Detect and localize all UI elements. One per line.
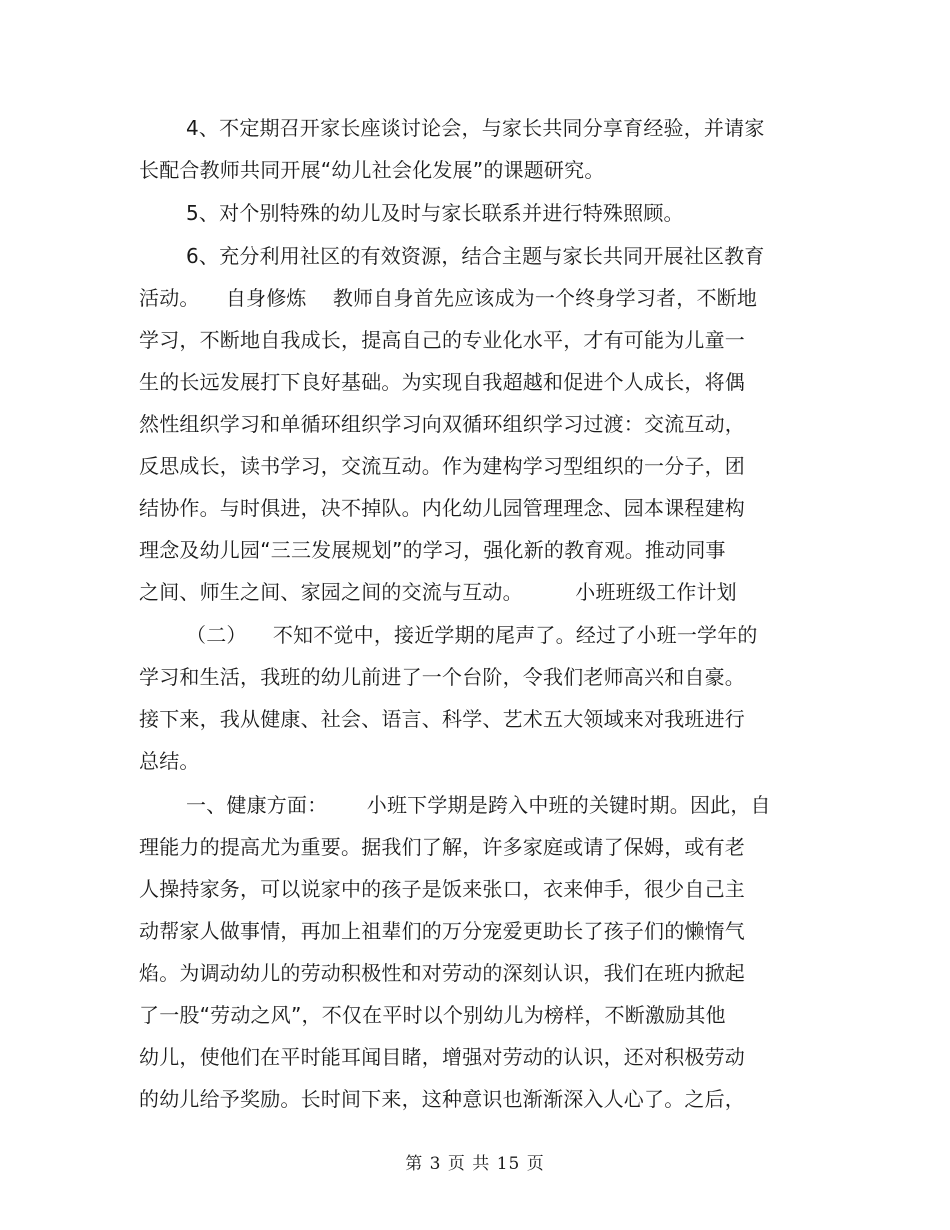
- text-line: 长配合教师共同开展“幼儿社会化发展”的课题研究。: [139, 158, 605, 182]
- text-line: 焰。为调动幼儿的劳动积极性和对劳动的深刻认识，我们在班内掀起: [139, 961, 745, 985]
- text-line: 之间、师生之间、家园之间的交流与互动。 小班班级工作计划: [139, 580, 737, 604]
- text-line: 5、对个别特殊的幼儿及时与家长联系并进行特殊照顾。: [186, 201, 684, 225]
- text-line: 生的长远发展打下良好基础。为实现自我超越和促进个人成长，将偶: [139, 370, 745, 394]
- text-line: 理能力的提高尤为重要。据我们了解，许多家庭或请了保姆，或有老: [139, 835, 745, 859]
- text-line: 活动。 自身修炼 教师自身首先应该成为一个终身学习者，不断地: [139, 286, 758, 310]
- text-line: 了一股“劳动之风”，不仅在平时以个别幼儿为榜样，不断激励其他: [139, 1003, 726, 1027]
- page-number-footer: 第 3 页 共 15 页: [405, 1154, 545, 1174]
- text-line: 人操持家务，可以说家中的孩子是饭来张口，衣来伸手，很少自己主: [139, 877, 745, 901]
- text-line: 4、不定期召开家长座谈讨论会，与家长共同分享育经验，并请家: [186, 116, 765, 140]
- text-line: 一、健康方面： 小班下学期是跨入中班的关键时期。因此，自: [186, 793, 771, 817]
- text-line: 总结。: [139, 749, 200, 773]
- text-line: 接下来，我从健康、社会、语言、科学、艺术五大领域来对我班进行: [139, 707, 745, 731]
- text-line: 学习，不断地自我成长，提高自己的专业化水平，才有可能为儿童一: [139, 328, 745, 352]
- text-line: 结协作。与时俱进，决不掉队。内化幼儿园管理理念、园本课程建构: [139, 496, 745, 520]
- text-line: 动帮家人做事情，再加上祖辈们的万分宠爱更助长了孩子们的懒惰气: [139, 919, 745, 943]
- text-line: 幼儿，使他们在平时能耳闻目睹，增强对劳动的认识，还对积极劳动: [139, 1045, 745, 1069]
- text-line: 6、充分利用社区的有效资源，结合主题与家长共同开展社区教育: [186, 244, 765, 268]
- text-line: 反思成长，读书学习，交流互动。作为建构学习型组织的一分子，团: [139, 454, 745, 478]
- text-line: 理念及幼儿园“三三发展规划”的学习，强化新的教育观。推动同事: [139, 538, 726, 562]
- text-line: 学习和生活，我班的幼儿前进了一个台阶，令我们老师高兴和自豪。: [139, 665, 745, 689]
- text-line: 然性组织学习和单循环组织学习向双循环组织学习过渡：交流互动，: [139, 412, 745, 436]
- text-line: （二） 不知不觉中，接近学期的尾声了。经过了小班一学年的: [186, 623, 758, 647]
- text-line: 的幼儿给予奖励。长时间下来，这种意识也渐渐深入人心了。之后，: [139, 1087, 745, 1111]
